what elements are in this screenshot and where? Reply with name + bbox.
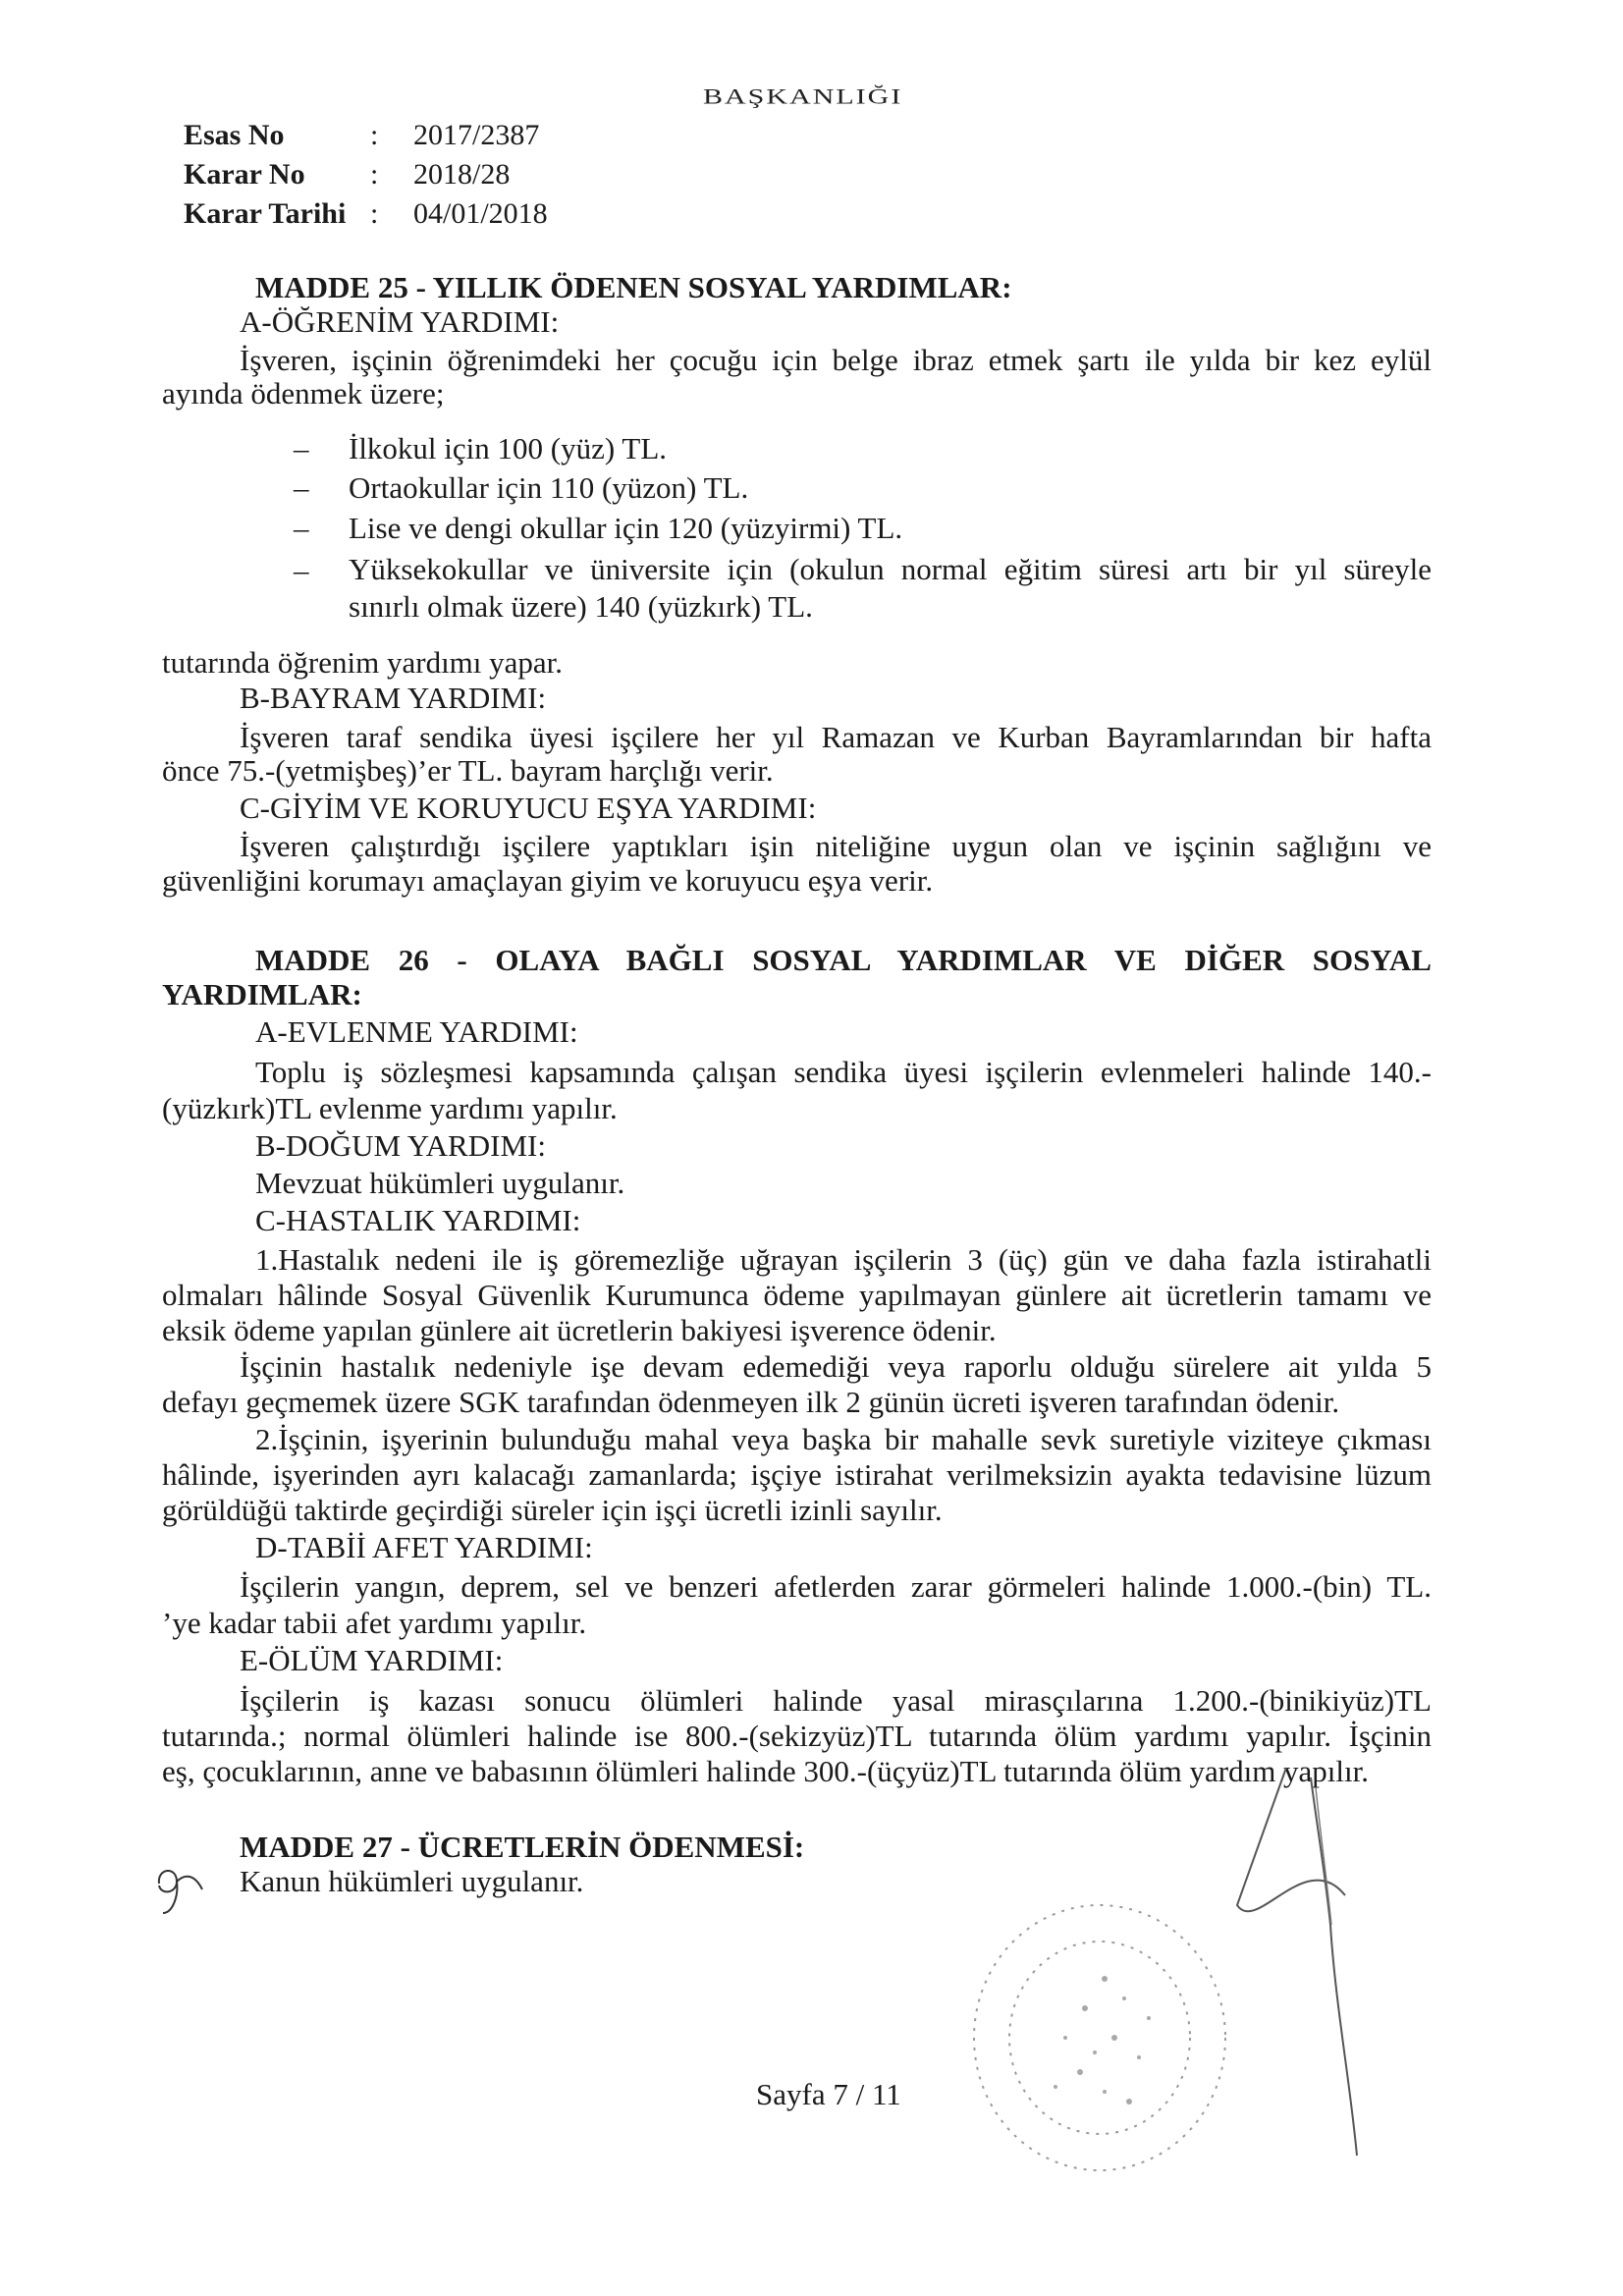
madde25-b-text-line2: önce 75.-(yetmişbeş)’er TL. bayram harçlığı verir. — [162, 753, 774, 788]
madde25-c-title: C-GİYİM VE KORUYUCU EŞYA YARDIMI: — [240, 791, 817, 825]
madde26-e-text-line2: tutarında.; normal ölümleri halinde ise 800.-(sekizyüz)TL tutarında ölüm yardımı yapılır. İşçinin — [162, 1719, 1432, 1753]
madde25-heading: MADDE 25 - YILLIK ÖDENEN SOSYAL YARDIMLAR: — [255, 270, 1012, 304]
madde26-e-text-line3: eş, çocuklarının, anne ve babasının ölümleri halinde 300.-(üçyüz)TL tutarında ölüm yardım yapılır. — [162, 1754, 1370, 1788]
madde25-a-intro-line2: ayında ödenmek üzere; — [162, 376, 445, 410]
madde26-c-p1-line3: eksik ödeme yapılan günlere ait ücretlerin bakiyesi işverence ödenir. — [162, 1313, 997, 1347]
madde26-c-p3-line1: 2.İşçinin, işyerinin bulunduğu mahal veya başka bir mahalle sevk suretiyle viziteye çıkması — [255, 1422, 1432, 1456]
bullet-dash: – — [294, 431, 309, 465]
madde26-heading-line1: MADDE 26 - OLAYA BAĞLI SOSYAL YARDIMLAR VE DİĞER SOSYAL — [255, 943, 1432, 977]
bullet-dash: – — [294, 553, 309, 587]
madde26-b-text: Mevzuat hükümleri uygulanır. — [255, 1166, 625, 1200]
tarih-value: 04/01/2018 — [413, 197, 548, 230]
madde25-b-text-line1: İşveren taraf sendika üyesi işçilere her yıl Ramazan ve Kurban Bayramlarından bir hafta — [240, 720, 1432, 754]
madde26-c-p1-line2: olmaları hâlinde Sosyal Güvenlik Kurumunca ödeme yapılmayan günlere ait ücretlerin tamamı ve — [162, 1278, 1432, 1312]
madde26-a-text-line2: (yüzkırk)TL evlenme yardımı yapılır. — [162, 1091, 618, 1125]
esas-value: 2017/2387 — [413, 119, 540, 151]
karar-separator: : — [370, 158, 379, 191]
page-number: Sayfa 7 / 11 — [756, 2077, 901, 2111]
madde26-e-text-line1: İşçilerin iş kazası sonucu ölümleri halinde yasal mirasçılarına 1.200.-(binikiyüz)TL — [240, 1683, 1432, 1718]
tarih-label: Karar Tarihi — [184, 197, 347, 230]
bullet-item: Yüksekokullar ve üniversite için (okulun normal eğitim süresi artı bir yıl süreyle — [349, 552, 1432, 586]
esas-row — [184, 116, 548, 155]
madde26-a-text-line1: Toplu iş sözleşmesi kapsamında çalışan sendika üyesi işçilerin evlenmeleri halinde 140.- — [255, 1055, 1432, 1089]
madde25-c-text-line2: güvenliğini korumayı amaçlayan giyim ve koruyucu eşya verir. — [162, 863, 934, 898]
handwritten-signature-icon — [1217, 1758, 1394, 2170]
madde25-a-intro-line1: İşveren, işçinin öğrenimdeki her çocuğu için belge ibraz etmek şartı ile yılda bir kez eylül — [240, 343, 1432, 377]
bullet-dash: – — [294, 470, 309, 505]
madde26-c-p3-line3: görüldüğü taktirde geçirdiği süreler için işçi ücretli izinli sayılır. — [162, 1493, 943, 1527]
tarih-row — [184, 194, 548, 234]
madde26-b-title: B-DOĞUM YARDIMI: — [255, 1128, 546, 1163]
karar-row — [184, 155, 548, 194]
madde26-e-title: E-ÖLÜM YARDIMI: — [240, 1643, 504, 1677]
karar-value: 2018/28 — [413, 158, 511, 191]
madde26-a-title: A-EVLENME YARDIMI: — [255, 1014, 578, 1049]
bullet-item: Ortaokullar için 110 (yüzon) TL. — [349, 470, 749, 505]
madde26-c-p3-line2: hâlinde, işyerinden ayrı kalacağı zamanlarda; işçiye istirahat verilmeksizin ayakta tedavisine lüzum — [162, 1457, 1432, 1492]
madde25-c-text-line1: İşveren çalıştırdığı işçilere yaptıkları işin niteliğine uygun olan ve işçinin sağlığını ve — [240, 829, 1432, 863]
madde26-c-p1-line1: 1.Hastalık nedeni ile iş göremezliğe uğrayan işçilerin 3 (üç) gün ve daha fazla istirahatli — [255, 1242, 1432, 1277]
madde26-c-title: C-HASTALIK YARDIMI: — [255, 1203, 581, 1237]
case-metadata — [184, 116, 548, 234]
tarih-separator: : — [370, 197, 379, 230]
official-stamp-icon — [957, 1890, 1242, 2185]
institution-header: BAŞKANLIĞI — [703, 84, 903, 109]
madde25-a-title: A-ÖĞRENİM YARDIMI: — [240, 304, 560, 339]
madde26-d-text-line1: İşçilerin yangın, deprem, sel ve benzeri afetlerden zarar görmeleri halinde 1.000.-(bin) TL. — [240, 1569, 1432, 1604]
handwritten-initial-icon — [147, 1856, 216, 1925]
madde26-d-title: D-TABİİ AFET YARDIMI: — [255, 1530, 593, 1564]
madde26-c-p2-line1: İşçinin hastalık nedeniyle işe devam edemediği veya raporlu olduğu sürelere ait yılda 5 — [240, 1349, 1432, 1384]
bullet-dash: – — [294, 511, 309, 545]
bullet-item-continuation: sınırlı olmak üzere) 140 (yüzkırk) TL. — [349, 589, 813, 624]
esas-separator: : — [370, 119, 379, 151]
bullet-item: Lise ve dengi okullar için 120 (yüzyirmi) TL. — [349, 511, 903, 545]
esas-label: Esas No — [184, 119, 285, 151]
madde25-b-title: B-BAYRAM YARDIMI: — [240, 681, 547, 715]
karar-label: Karar No — [184, 158, 305, 191]
madde26-d-text-line2: ’ye kadar tabii afet yardımı yapılır. — [162, 1606, 587, 1640]
madde27-text: Kanun hükümleri uygulanır. — [240, 1864, 584, 1898]
bullet-item: İlkokul için 100 (yüz) TL. — [349, 431, 668, 465]
madde26-heading-line2: YARDIMLAR: — [162, 977, 362, 1011]
madde25-a-outro: tutarında öğrenim yardımı yapar. — [162, 645, 564, 680]
madde26-c-p2-line2: defayı geçmemek üzere SGK tarafından ödenmeyen ilk 2 günün ücreti işveren tarafından ödenir. — [162, 1385, 1340, 1419]
madde27-heading: MADDE 27 - ÜCRETLERİN ÖDENMESİ: — [240, 1830, 805, 1864]
